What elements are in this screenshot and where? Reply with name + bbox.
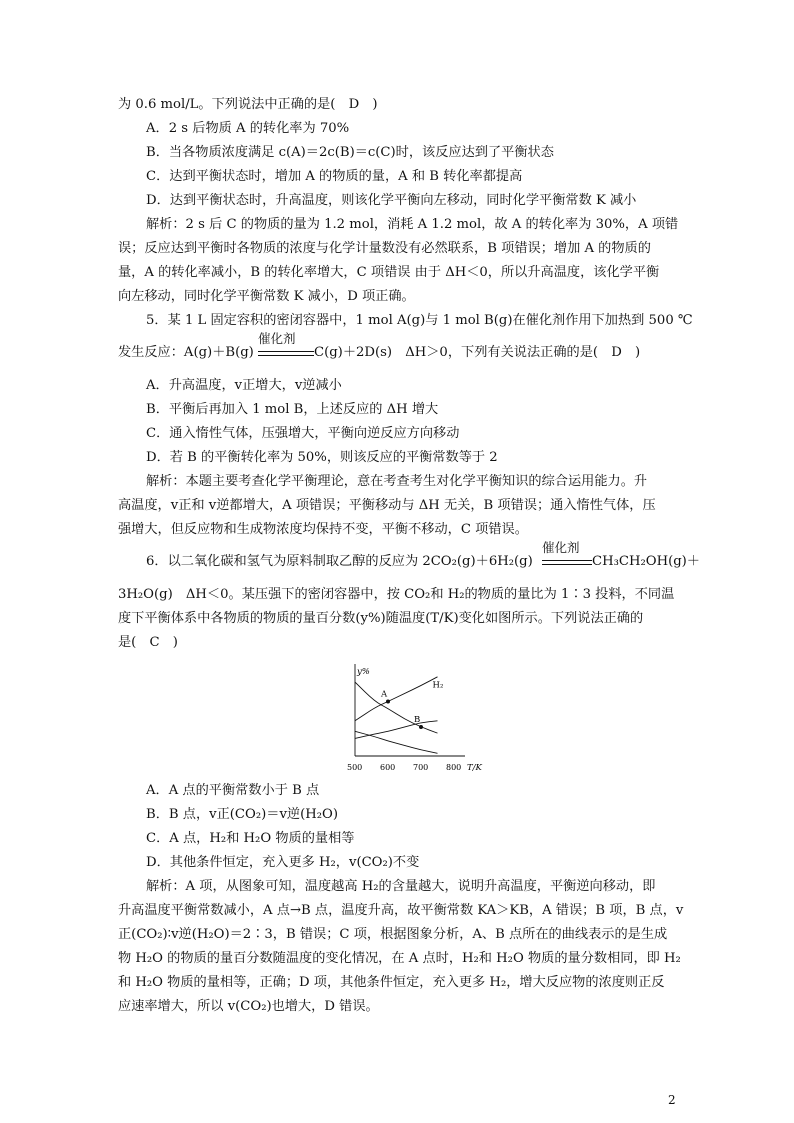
- x-axis-label: T/K: [467, 763, 482, 773]
- question-5-reaction: C(g)＋2D(s) ΔH＞0，下列有关说法正确的是( D ): [314, 345, 641, 360]
- analysis-text: 正(CO₂)∶v逆(H₂O)＝2∶3，B 错误；C 项，根据图象分析，A、B 点所在的曲线表示的是生成: [118, 927, 668, 942]
- equilibrium-arrow: [258, 355, 314, 356]
- x-tick-label: 500: [347, 763, 363, 772]
- equilibrium-arrow: [258, 351, 314, 352]
- data-point-label: A: [381, 689, 388, 700]
- catalyst-label: 催化剂: [542, 540, 580, 555]
- y-axis-label: y%: [357, 667, 370, 677]
- x-tick-label: 800: [446, 763, 462, 772]
- page-number: 2: [668, 1093, 676, 1107]
- analysis-text: 解析：本题主要考查化学平衡理论，意在考查考生对化学平衡知识的综合运用能力。升: [146, 474, 648, 489]
- question-5-reaction: 发生反应：A(g)＋B(g): [118, 345, 254, 360]
- option-d: D．达到平衡状态时，升高温度，则该化学平衡向左移动，同时化学平衡常数 K 减小: [146, 193, 637, 208]
- x-tick-label: 700: [413, 763, 429, 772]
- analysis-text: 解析：A 项，从图象可知，温度越高 H₂的含量越大，说明升高温度，平衡逆向移动，即: [146, 879, 656, 894]
- analysis-text: 应速率增大，所以 v(CO₂)也增大，D 错误。: [118, 999, 379, 1014]
- option-d: D．若 B 的平衡转化率为 50%，则该反应的平衡常数等于 2: [146, 450, 498, 465]
- catalyst-label: 催化剂: [258, 331, 296, 346]
- equilibrium-arrow: [542, 560, 592, 561]
- analysis-text: 强增大，但反应物和生成物浓度均保持不变，平衡不移动，C 项错误。: [118, 522, 528, 537]
- option-b: B．平衡后再加入 1 mol B，上述反应的 ΔH 增大: [146, 402, 439, 417]
- equilibrium-arrow: [542, 564, 592, 565]
- analysis-text: 向左移动，同时化学平衡常数 K 减小，D 项正确。: [118, 289, 415, 304]
- analysis-text: 和 H₂O 物质的量相等，正确；D 项，其他条件恒定，充入更多 H₂，增大反应物的浓度则正反: [118, 975, 665, 990]
- analysis-text: 误；反应达到平衡时各物质的浓度与化学计量数没有必然联系，B 项错误；增加 A 的物质的: [118, 241, 651, 256]
- question-6: 6．以二氧化碳和氢气为原料制取乙醇的反应为 2CO₂(g)＋6H₂(g): [146, 554, 533, 569]
- text-line: 为 0.6 mol/L。下列说法中正确的是( D ): [118, 97, 378, 112]
- option-a: A．升高温度，v正增大，v逆减小: [146, 378, 342, 393]
- series-line: [355, 682, 438, 733]
- analysis-text: 物 H₂O 的物质的量百分数随温度的变化情况，在 A 点时，H₂和 H₂O 物质的量分数相同，即 H₂: [118, 951, 681, 966]
- series-line: [355, 721, 438, 739]
- question-5: 5．某 1 L 固定容积的密闭容器中，1 mol A(g)与 1 mol B(g)在催化剂作用下加热到 500 ℃: [146, 313, 693, 328]
- analysis-text: 高温度，v正和 v逆都增大，A 项错误；平衡移动与 ΔH 无关，B 项错误；通入惰性气体，压: [118, 498, 656, 513]
- option-b: B．B 点，v正(CO₂)＝v逆(H₂O): [146, 807, 338, 822]
- data-point: [419, 725, 423, 729]
- analysis-text: 量，A 的转化率减小，B 的转化率增大，C 项错误 由于 ΔH＜0，所以升高温度，该化学平衡: [118, 265, 660, 280]
- data-point: [386, 699, 390, 703]
- option-c: C．通入惰性气体，压强增大，平衡向逆反应方向移动: [146, 426, 460, 441]
- x-tick-label: 600: [380, 763, 396, 772]
- question-6: 3H₂O(g) ΔH＜0。某压强下的密闭容器中，按 CO₂和 H₂的物质的量比为 1∶3 投料，不同温: [118, 587, 675, 602]
- question-6: 度下平衡体系中各物质的物质的量百分数(y%)随温度(T/K)变化如图所示。下列说法正确的: [118, 611, 644, 626]
- option-a: A．A 点的平衡常数小于 B 点: [146, 783, 320, 798]
- option-a: A．2 s 后物质 A 的转化率为 70%: [146, 121, 350, 136]
- analysis-text: 升高温度平衡常数减小，A 点→B 点，温度升高，故平衡常数 KA＞KB，A 错误；B 项，B 点，v: [118, 903, 684, 918]
- data-point-label: B: [414, 714, 421, 725]
- option-c: C．A 点，H₂和 H₂O 物质的量相等: [146, 831, 355, 846]
- option-b: B．当各物质浓度满足 c(A)＝2c(B)＝c(C)时，该反应达到了平衡状态: [146, 145, 554, 160]
- question-6: CH₃CH₂OH(g)＋: [592, 554, 700, 569]
- option-d: D．其他条件恒定，充入更多 H₂，v(CO₂)不变: [146, 855, 420, 870]
- series-line: [355, 731, 438, 753]
- analysis-text: 解析：2 s 后 C 的物质的量为 1.2 mol，消耗 A 1.2 mol，故 A 的转化率为 30%，A 项错: [146, 217, 679, 232]
- option-c: C．达到平衡状态时，增加 A 的物质的量，A 和 B 转化率都提高: [146, 169, 523, 184]
- question-6: 是( C ): [118, 635, 178, 650]
- chart-figure: [338, 658, 488, 778]
- curve-label: H₂: [432, 680, 444, 691]
